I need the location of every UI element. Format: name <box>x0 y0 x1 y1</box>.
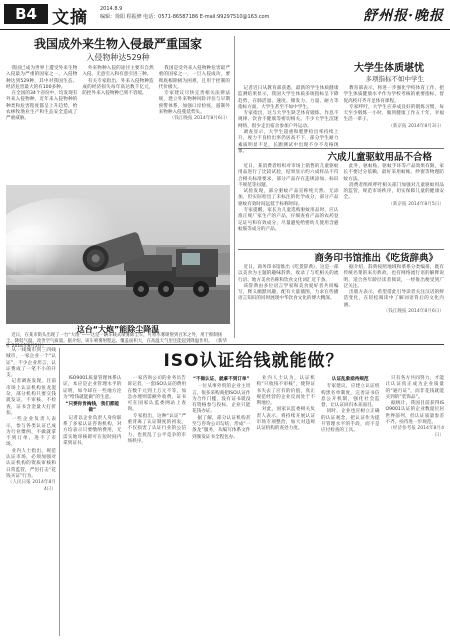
body-columns <box>63 376 444 447</box>
photo-title: 这台“大炮”能除尘降温 <box>76 325 160 334</box>
headline: 大学生体质堪忧 <box>354 63 424 74</box>
article-student-fitness <box>238 63 444 154</box>
headline: 我国成外来生物入侵最严重国家 <box>33 37 202 51</box>
column <box>192 376 251 447</box>
headline: 商务印书馆推出《吃货辞典》 <box>314 253 438 264</box>
paragraph: 专家指出，这与大学生缺乏体育锻炼、作息不规律、饮食不健康等密切相关。不少大学生沉迷网络，很少走出宿舍参加户外运动。 <box>238 111 339 129</box>
body-columns <box>238 86 444 155</box>
masthead-logo: 舒州报·晚报 <box>363 8 444 24</box>
paragraph: 该辞典由多位语言学家和美食爱好者共同编写，释义幽默风趣，配有大量插图，力求在传播语言知识的同时展现中华饮食文化的博大精深。 <box>238 283 339 302</box>
paragraph: 一些企业负责人表示，参与各类认证已成为行业惯例，不做就拿不到订单、进不了市场。 <box>6 417 56 448</box>
body-columns <box>238 164 444 233</box>
paragraph: 近日，某消费者组织对市场上销售的儿童驱蚊用品进行了比较试验，结果显示约六成样品不符合相关标准要求，部分产品存在违规添加、标识不规范等问题。 <box>238 164 339 188</box>
paragraph: 专家指出，这种“认证”严重背离了认证制度的初衷，不仅损害了认证行业的公信力，也扰乱了公平竞争的市场秩序。 <box>127 413 186 444</box>
article-mosquito-repellent <box>238 151 444 246</box>
subheadline: 入侵物种达529种 <box>86 53 150 62</box>
paragraph: 据统计，我国目前获得ISO9001认证的企业数量位居世界前列，但认证质量参差不齐，亟待进一步规范。 <box>385 401 444 426</box>
page-header <box>0 0 450 30</box>
subheadline: 多项指标不如中学生 <box>365 75 424 83</box>
paragraph: 只有各方共同努力，才能让认证真正成为企业质量的“通行证”，而非花钱就能买到的“装饰品”。 <box>385 376 444 400</box>
column <box>344 86 445 155</box>
paragraph: 近日，商务印书馆推出《吃货辞典》，这是一部以美食为主题的趣味辞典，收录了与吃相关的流行语、地方美食名称和饮食文化词汇近千条。 <box>238 265 339 283</box>
section-name: 文摘 <box>52 8 88 28</box>
paragraph: 消费者组织呼吁相关部门加强对儿童驱蚊用品的监管，规范市场秩序，切实保障儿童的健康安全。 <box>343 182 444 201</box>
paragraph: 此外，驱蚊贴、驱蚊手环等产品效果有限，家长不要过分依赖，最好采用蚊帐、纱窗等物理防蚊方法。 <box>343 164 444 182</box>
headline: ISO认证给钱就能做？ <box>163 351 344 371</box>
paragraph: 专家呼吁，大学生应养成良好的锻炼习惯，每天至少锻炼一小时，做到健康工作五十年，幸福生活一辈子。 <box>343 104 444 123</box>
paragraph: ISO9001质量管理体系认证，本应是企业管理水平的证明，如今却在一些地方沦为“给钱就能做”的生意。 <box>63 376 122 400</box>
column-divider <box>234 36 235 338</box>
article-source: （经济参考报 2014年8月4日） <box>388 426 444 438</box>
paragraph: 记者近日从教育部获悉，最新的学生体质健康监测结果显示，我国大学生体质多项指标呈下降趋势，在肺活量、速度、爆发力、力量、耐力等指标方面，大学生甚至不如中学生。 <box>238 86 339 110</box>
article-source: （钱江晚报 2014年8月6日） <box>169 116 230 122</box>
body-columns <box>238 265 444 315</box>
section-divider <box>238 249 444 250</box>
column <box>257 376 316 447</box>
body-columns <box>6 348 56 493</box>
section-divider <box>238 148 444 149</box>
paragraph: 记者以企业负责人身份联系了多家认证咨询机构，对方均表示只要缴纳费用，无需实地审核即可在短时间内拿到证书。 <box>63 415 122 446</box>
issue-date: 2014.8.9 <box>100 6 123 12</box>
column <box>128 376 187 447</box>
column <box>238 265 339 315</box>
article-source: （人民日报 2014年8月4日） <box>7 480 56 492</box>
column <box>159 66 230 123</box>
section-divider <box>6 344 444 345</box>
headline: 六成儿童驱蚊用品不合格 <box>327 152 432 163</box>
article-foodie-dictionary <box>238 252 444 340</box>
column <box>6 66 77 123</box>
paragraph: 据介绍，辞典按照地域和菜系分类编排，既有传统名菜的来历典故，也有网络流行语的解释说明，适合各年龄层读者阅读，一经推出便受到广泛关注。 <box>343 265 444 289</box>
paragraph: 外来物种入侵的途径主要有自然入侵、无意引入和有意引进三种。 <box>82 66 154 78</box>
paragraph: 记者调查发现，目前市场上认证机构鱼龙混杂，部分机构只要交钱就发证，不审核、不检查，证书含金量大打折扣。 <box>6 379 56 416</box>
caption-text: 近日，在某市街头出现了一台“大炮”——这是一辆车载式喷雾除尘车，可将水雾喷射到百米之外，用于抑制扬尘、降低气温、改善空气质量。据介绍，该车喷雾射程远、覆盖面积大，在高温天气里还能起到降温作用。 <box>6 333 223 344</box>
page-number: B4 <box>4 4 48 24</box>
column <box>238 164 339 233</box>
column-divider <box>59 348 60 636</box>
news-photo <box>6 185 230 324</box>
paragraph: 教育部表示，将进一步强化学校体育工作，把学生体质健康水平作为学校考核的重要指标，督促高校开齐开足体育课程。 <box>343 86 444 104</box>
article-iso-certification <box>63 350 444 636</box>
paragraph: 一位从事外贸的企业主坦言，很多采购商把ISO认证作为合作门槛，没有证书就没有资格参与投标，企业只能花钱办证。 <box>192 384 251 415</box>
column <box>386 376 445 447</box>
section-subhead: “只要你肯掏钱，我们都能做” <box>65 402 120 414</box>
paragraph: 专家提醒，家长为儿童选购驱蚊用品时，应认准正规厂家生产的产品，仔细查看产品的农药登记证号和有效成分，尽量避免给婴幼儿使用含避蚊胺等成分的产品。 <box>238 208 339 232</box>
body-columns <box>6 66 230 123</box>
paragraph: 调查显示，大学生超重和肥胖检出率持续上升，视力不良检出率仍居高不下，部分学生耐力素质明显不足，长跑测试中出现不少不及格现象。 <box>238 130 339 154</box>
column <box>321 376 380 447</box>
column <box>63 376 122 447</box>
section-subhead: 认证乱象亟待规范 <box>331 377 369 382</box>
paragraph: 试验发现，部分驱蚊产品宣称纯天然、无添加，但实际检出了未标注的化学成分，部分产品驱蚊有效时间远低于标称时间。 <box>238 189 339 207</box>
paragraph: 从一线城市到三四线城市，一家企业一个“认证”，不少企业坦言，认证费成了一笔不小的开支。 <box>6 348 56 379</box>
paragraph: 出版方表示，希望借此引导读者关注汉语的鲜活变化，在轻松阅读中了解词语背后的文化内涵。 <box>343 290 444 308</box>
paragraph: 在全国的34个省份中，均发现有外来入侵物种，近年来入侵物种的种类和危害程度都呈上升趋势，给农林牧渔业生产和生态安全造成了严重威胁。 <box>6 91 78 122</box>
column <box>82 66 153 123</box>
column <box>238 86 339 155</box>
paragraph: 我国已成为世界上遭受外来生物入侵最为严重的国家之一。入侵物种达到529种，其中对我国生态、经济危害最大的有100多种。 <box>6 66 78 90</box>
section-subhead: “不做认证，就拿不到订单” <box>192 377 250 382</box>
sidebar-article <box>6 348 56 636</box>
paragraph: 专家建议，应建立认证机构黑名单制度，完善证书信息公开机制，强化社会监督，让认证回归本来面目。 <box>321 384 380 409</box>
column <box>6 348 56 493</box>
editor-line: 编辑：徐阳 程振修 电话：0571-86587186 E-mail:99297510@163.com <box>100 14 270 20</box>
article-source: （钱江晚报 2014年8月6日） <box>383 309 444 315</box>
column <box>344 164 445 233</box>
article-source: （新京报 2014年8月5日） <box>388 201 444 207</box>
paragraph: 一家咨询公司的业务员告诉记者，一套ISO认证的费用在数千元到上万元不等，加急办理则需额外收费，证书可在国家认监委网站上查询。 <box>127 376 186 413</box>
paragraph: 业内人士认为，认证机构“只收钱不审核”，使得证书失去了应有的价值，真正规范经营的企业反而处于不利地位。 <box>256 376 315 407</box>
article-alien-species <box>6 37 230 182</box>
paragraph: 我国是受外来入侵物种危害最严重的国家之一，一旦入侵成功，要彻底根除极为困难，且用于控制的代价极大。 <box>158 66 230 90</box>
dust-cannon-truck-photo <box>6 185 230 324</box>
caption-source: （新华社 2014年8月5日） <box>6 338 227 350</box>
paragraph: 同时，企业也应树立正确的认证观念，把认证作为提升管理水平的手段，而不是应付检查的工具。 <box>321 409 380 434</box>
paragraph: 对此，国家认监委相关负责人表示，将持续开展认证市场专项整治，加大对违规认证机构的查处力度。 <box>256 407 315 432</box>
paragraph: 据了解，部分认证机构甚至与咨询公司勾结，形成“一条龙”服务，从编写体系文件到颁发证书全程包办。 <box>192 415 251 440</box>
paragraph: 专家建议尽快完善相关法律法规，建立外来物种风险评估与早期预警体系，加强口岸检疫，遏制外来物种入侵蔓延势头。 <box>158 91 230 116</box>
article-source: （新京报 2014年8月3日） <box>388 123 444 129</box>
column <box>344 265 445 315</box>
paragraph: 有关专家指出，外来入侵物种造成的经济损失每年高达数千亿元，防控外来入侵物种已刻不容缓。 <box>82 78 154 97</box>
paragraph: 业内人士指出，规范认证市场，必须加强对认证机构的资质审核和日常监管，严厉打击“花钱买证”行为。 <box>6 448 56 479</box>
